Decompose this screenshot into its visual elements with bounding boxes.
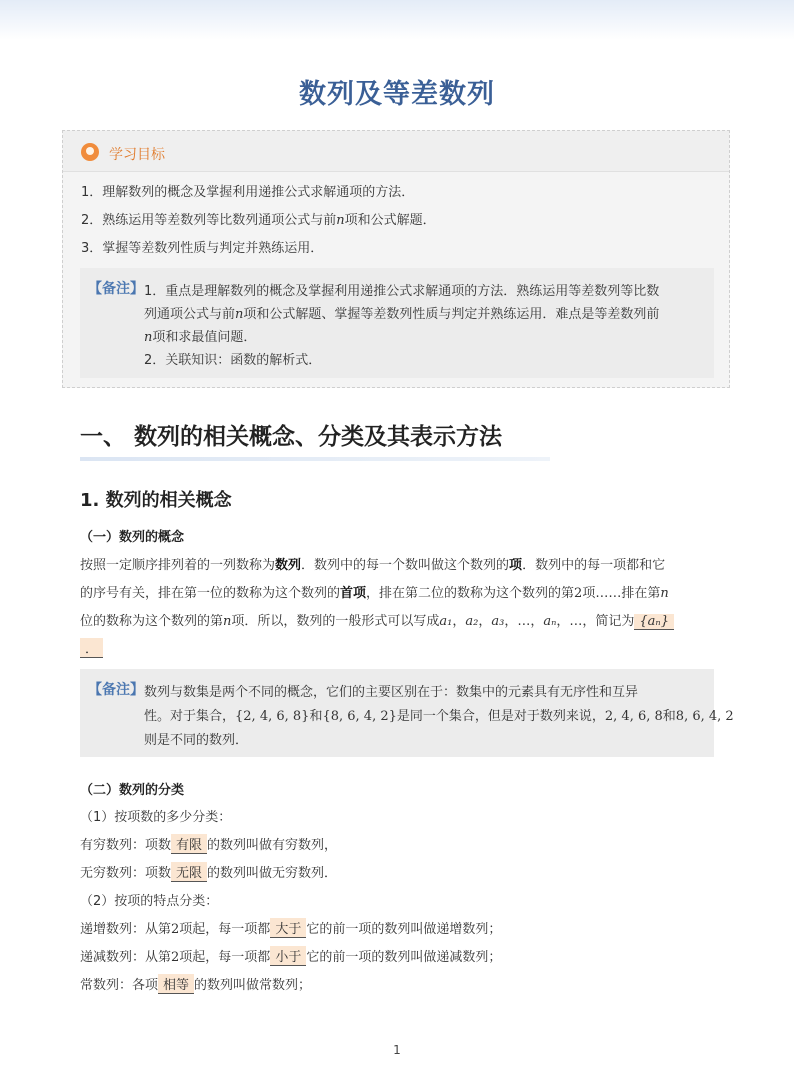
fill-blank: 相等 bbox=[158, 974, 194, 994]
concept-heading: （一）数列的概念 bbox=[80, 530, 185, 545]
fill-blank: 无限 bbox=[171, 862, 207, 882]
paragraph-line-4 bbox=[80, 638, 103, 658]
goal-item-2: 2．熟练运用等差数列等比数列通项公式与前n项和公式解题． bbox=[81, 213, 436, 228]
section-heading: 一、 数列的相关概念、分类及其表示方法 bbox=[80, 424, 503, 450]
note2-line-3: 则是不同的数列． bbox=[144, 733, 249, 748]
paragraph-line-3: 位的数称为这个数列的第n项．所以，数列的一般形式可以写成a₁，a₂，a₃，…，aₙ，…，简记为 {aₙ} bbox=[80, 610, 674, 630]
fill-blank: 大于 bbox=[270, 918, 306, 938]
note-line-3: n项和求最值问题． bbox=[144, 330, 257, 345]
paragraph-line-2: 的序号有关，排在第一位的数称为这个数列的首项，排在第二位的数称为这个数列的第2项……排在第n bbox=[80, 586, 669, 601]
note-line-1: 1．重点是理解数列的概念及掌握利用递推公式求解通项的方法．熟练运用等差数列等比数 bbox=[144, 284, 660, 299]
subsection-heading: 1. 数列的相关概念 bbox=[80, 490, 232, 511]
increasing-sequence-line: 递增数列：从第2项起，每一项都 大于 它的前一项的数列叫做递增数列； bbox=[80, 918, 501, 938]
note2-line-2: 性。对于集合，{2, 4, 6, 8}和{8, 6, 4, 2}是同一个集合，但是对于数列来说，2, 4, 6, 8和8, 6, 4, 2 bbox=[144, 709, 734, 724]
fill-blank: 小于 bbox=[270, 946, 306, 966]
decreasing-sequence-line: 递减数列：从第2项起，每一项都 小于 它的前一项的数列叫做递减数列； bbox=[80, 946, 501, 966]
note-tag: 【备注】 bbox=[88, 281, 144, 297]
note-tag: 【备注】 bbox=[88, 682, 144, 698]
classification-by-feature: （2）按项的特点分类： bbox=[80, 894, 219, 909]
learning-goals-title: 学习目标 bbox=[109, 147, 165, 163]
infinite-sequence-line: 无穷数列：项数 无限 的数列叫做无穷数列． bbox=[80, 862, 337, 882]
fill-blank: ． bbox=[80, 638, 103, 658]
classification-by-count: （1）按项数的多少分类： bbox=[80, 810, 232, 825]
top-banner bbox=[0, 0, 794, 40]
page-number: 1 bbox=[393, 1043, 401, 1057]
learning-goals-header bbox=[63, 131, 729, 172]
document-title: 数列及等差数列 bbox=[299, 79, 495, 110]
fill-blank: 有限 bbox=[171, 834, 207, 854]
goal-item-3: 3．掌握等差数列性质与判定并熟练运用． bbox=[81, 241, 324, 256]
paragraph-line-1: 按照一定顺序排列着的一列数称为数列．数列中的每一个数叫做这个数列的项．数列中的每一项都和它 bbox=[80, 558, 666, 573]
goal-item-1: 1．理解数列的概念及掌握利用递推公式求解通项的方法． bbox=[81, 185, 415, 200]
note-line-4: 2．关联知识：函数的解析式． bbox=[144, 353, 322, 368]
fill-blank: {aₙ} bbox=[634, 614, 674, 630]
sequence-note-box bbox=[80, 669, 734, 757]
finite-sequence-line: 有穷数列：项数 有限 的数列叫做有穷数列， bbox=[80, 834, 337, 854]
constant-sequence-line: 常数列：各项 相等 的数列叫做常数列； bbox=[80, 974, 311, 994]
note-line-2: 列通项公式与前n项和公式解题、掌握等差数列性质与判定并熟练运用．难点是等差数列前 bbox=[144, 307, 660, 322]
goals-note-box bbox=[80, 268, 714, 378]
classification-heading: （二）数列的分类 bbox=[80, 783, 185, 798]
section-heading-underline bbox=[80, 457, 550, 461]
bulb-icon bbox=[81, 143, 99, 161]
note2-line-1: 数列与数集是两个不同的概念，它们的主要区别在于：数集中的元素具有无序性和互异 bbox=[144, 685, 639, 700]
